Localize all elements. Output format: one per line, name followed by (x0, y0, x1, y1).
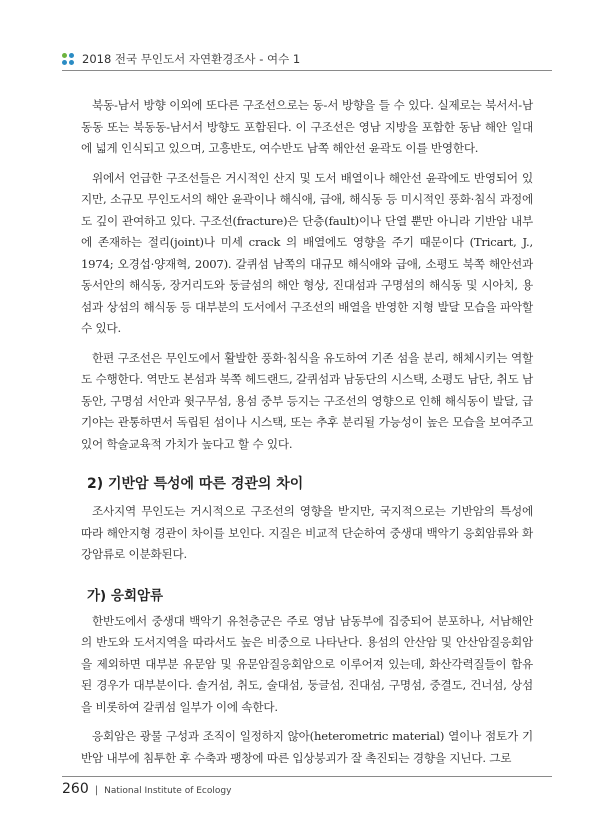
dot-blue (62, 60, 67, 65)
section-heading: 2) 기반암 특성에 따른 경관의 차이 (87, 476, 304, 492)
dot-blue (69, 60, 74, 65)
footer-separator: | (94, 785, 99, 796)
paragraph: 한편 구조선은 무인도에서 활발한 풍화·침식을 유도하여 기존 섬을 분리, 해체시키는 역할도 수행한다. 역만도 본섬과 북쪽 헤드랜드, 갈퀴섬과 남동단의 시스택, 소평도 남단, 취도 남동안, 구명섬 서안과 윗구무섬, 용섬 중부 등지는 구조선의 영향으로 인해 해식동이 발달, 급기야는 관통하면서 독립된 섬이나 시스택, 또는 추후 분리될 가능성이 높은 모습을 보여주고 있어 학술교육적 가치가 높다고 할 수 있다. (81, 350, 533, 451)
page-body (81, 95, 533, 777)
header-divider (62, 70, 552, 71)
paragraph: 북동-남서 방향 이외에 또다른 구조선으로는 동-서 방향을 들 수 있다. 실제로는 북서서-남동동 또는 북동동-남서서 방향도 포함된다. 이 구조선은 영남 지방을 포함한 동남 해안 일대에 넓게 인식되고 있으며, 고흥반도, 여수반도 남쪽 해안선 윤곽도 이를 반영한다. (81, 98, 533, 155)
page-number: 260 (62, 781, 89, 797)
dot-blue (69, 53, 74, 58)
paragraph: 한반도에서 중생대 백악기 유천층군은 주로 영남 남동부에 집중되어 분포하나, 서남해안의 반도와 도서지역을 따라서도 높은 비중으로 나타난다. 용섬의 안산암 및 안산암질응회암을 제외하면 대부분 유문암 및 유문암질응회암으로 이루어져 있는데, 화산각력질들이 함유된 경우가 대부분이다. 솔거섬, 취도, 술대섬, 둥글섬, 진대섬, 구명섬, 중결도, 건너섬, 상섬을 비롯하여 갈퀴섬 일부가 이에 속한다. (81, 613, 533, 714)
dot-green (62, 53, 67, 58)
header-title: 2018 전국 무인도서 자연환경조사 - 여수 1 (82, 52, 301, 66)
subsection-heading: 가) 응회암류 (87, 587, 164, 604)
footer-divider (62, 776, 552, 777)
running-header (62, 51, 552, 67)
paragraph: 위에서 언급한 구조선들은 거시적인 산지 및 도서 배열이나 해안선 윤곽에도 반영되어 있지만, 소규모 무인도서의 해안 윤곽이나 해식애, 급애, 해식동 등 미시적인 풍화·침식 과정에도 깊이 관여하고 있다. 구조선(fracture)은 단층(fault)이나 단열 뿐만 아니라 기반암 내부에 존재하는 절리(joint)나 미세 crack 의 배열에도 영향을 주기 때문이다 (Tricart, J., 1974; 오경섭·양재혁, 2007). 갈퀴섬 남쪽의 대규모 해식애와 급애, 소평도 북쪽 해안선과 동서안의 해식동, 장거리도와 둥글섬의 해안 형상, 진대섬과 구명섬의 해식동 및 시아치, 용섬과 상섬의 해식동 등 대부분의 도서에서 구조선의 배열을 반영한 지형 발달 모습을 파악할 수 있다. (81, 170, 533, 335)
paragraph: 조사지역 무인도는 거시적으로 구조선의 영향을 받지만, 국지적으로는 기반암의 특성에 따라 해안지형 경관이 차이를 보인다. 지질은 비교적 단순하여 중생대 백악기 응회암류와 화강암류로 이분화된다. (81, 504, 533, 561)
page-footer (62, 781, 231, 797)
header-dots-icon (62, 53, 74, 65)
footer-organization: National Institute of Ecology (104, 786, 232, 796)
paragraph: 응회암은 광물 구성과 조직이 일정하지 않아(heterometric material) 열이나 점토가 기반암 내부에 침투한 후 수축과 팽창에 따른 입상붕괴가 잘 촉진되는 경향을 지닌다. 그로 (81, 729, 533, 765)
